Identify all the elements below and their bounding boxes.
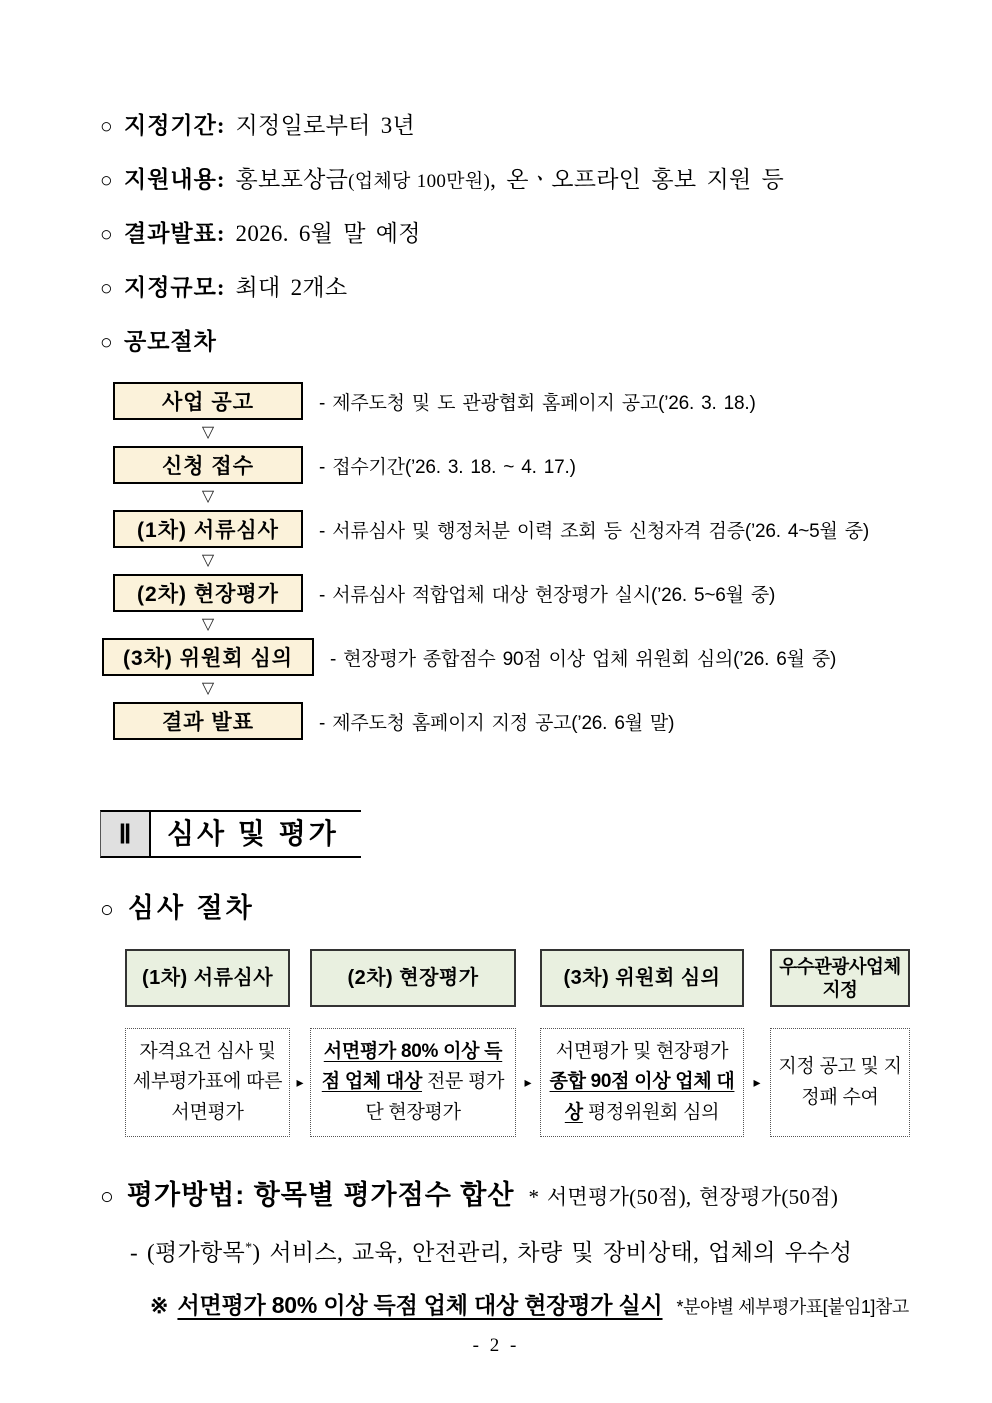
flow-step-box: (3차) 위원회 심의	[102, 638, 314, 676]
review-stage-body	[770, 1028, 910, 1137]
section-title: 심사 및 평가	[167, 818, 339, 849]
bullet-result-announcement	[100, 220, 992, 248]
review-stage-header: (3차) 위원회 심의	[540, 949, 744, 1007]
section-2-header	[100, 810, 361, 858]
circle-bullet-icon: ○	[100, 897, 114, 922]
flow-step-description: - 서류심사 및 행정처분 이력 조회 등 신청자격 검증(’26. 4~5월 중)	[319, 520, 870, 542]
body-text: 지정 공고 및 지정패 수여	[778, 1056, 902, 1108]
section-numeral: Ⅱ	[101, 812, 151, 856]
emphasized-text: 서면평가 80% 이상 득점 업체 대상	[321, 1041, 503, 1093]
circle-bullet-icon: ○	[100, 276, 113, 300]
body-text: 서면평가 및 현장평가	[555, 1041, 729, 1062]
evaluation-items-line	[100, 1234, 992, 1267]
review-stage-body	[125, 1028, 290, 1137]
grid-gap	[744, 949, 770, 1007]
circle-bullet-icon: ○	[100, 330, 113, 354]
flow-step-description: - 서류심사 적합업체 대상 현장평가 실시(’26. 5~6월 중)	[319, 584, 776, 606]
evaluation-method-section	[100, 1173, 992, 1320]
flow-step-description: - 제주도청 홈페이지 지정 공고(’26. 6월 말)	[319, 712, 675, 734]
flow-step-box: 신청 접수	[113, 446, 303, 484]
review-procedure-heading	[100, 886, 992, 925]
flow-step-announcement	[100, 382, 992, 420]
flow-step-committee-review	[100, 638, 992, 676]
application-process-flowchart	[100, 382, 992, 740]
heading-text: 심사 절차	[127, 893, 255, 923]
bullet-application-procedure	[100, 328, 992, 356]
flow-step-box: (2차) 현장평가	[113, 574, 303, 612]
flow-step-box: 결과 발표	[113, 702, 303, 740]
circle-bullet-icon: ○	[100, 168, 113, 192]
reference-note: *분야별 세부평가표[붙임1]참고	[676, 1297, 909, 1318]
bullet-label: 공모절차	[124, 329, 217, 354]
circle-bullet-icon: ○	[100, 114, 113, 138]
emphasized-text: 종합 90점 이상 업체 대상	[549, 1071, 735, 1123]
bullet-designation-scale	[100, 274, 992, 302]
bullet-label: 지원내용:	[124, 167, 226, 192]
page-number: - 2 -	[472, 1335, 520, 1356]
down-triangle-icon: ▽	[201, 424, 215, 441]
evaluation-title-line	[100, 1173, 992, 1212]
grid-gap	[516, 949, 540, 1007]
bullet-label: 지정규모:	[124, 275, 226, 300]
flow-step-description: - 제주도청 및 도 관광협회 홈페이지 공고(’26. 3. 18.)	[319, 392, 756, 414]
bullet-value-small: (업체당 100만원)	[348, 171, 491, 192]
bullet-support-content	[100, 166, 992, 194]
flow-step-field-evaluation	[100, 574, 992, 612]
right-arrow-icon: ▸	[753, 1074, 761, 1091]
review-stage-body	[310, 1028, 516, 1137]
evaluation-title: 평가방법: 항목별 평가점수 합산	[126, 1180, 515, 1211]
right-arrow-icon: ▸	[524, 1074, 532, 1091]
grid-gap	[290, 949, 310, 1007]
bullet-value: 지정일로부터 3년	[235, 113, 416, 138]
body-text: 전문 평가단 현장평가	[365, 1071, 505, 1123]
down-triangle-icon: ▽	[201, 552, 215, 569]
review-stage-header: 우수관광사업체 지정	[770, 949, 910, 1007]
bullet-value: 홍보포상금	[235, 167, 349, 192]
info-bullet-list	[100, 112, 992, 356]
body-text	[315, 1037, 511, 1128]
flow-step-application	[100, 446, 992, 484]
review-stage-header: (1차) 서류심사	[125, 949, 290, 1007]
body-text: 평정위원회 심의	[582, 1101, 720, 1123]
down-triangle-icon: ▽	[201, 616, 215, 633]
circle-bullet-icon: ○	[100, 1184, 114, 1210]
evaluation-score-note: * 서면평가(50점), 현장평가(50점)	[528, 1185, 839, 1210]
body-text	[545, 1037, 739, 1128]
down-triangle-icon: ▽	[201, 488, 215, 505]
bullet-value: , 온ㆍ오프라인 홍보 지원 등	[490, 167, 785, 192]
down-triangle-icon: ▽	[201, 680, 215, 697]
evaluation-reference-line	[100, 1287, 992, 1320]
flow-step-result	[100, 702, 992, 740]
flow-step-box: 사업 공고	[113, 382, 303, 420]
flow-step-document-review	[100, 510, 992, 548]
reference-mark: ※	[150, 1293, 169, 1319]
dash-marker: -	[130, 1240, 138, 1266]
items-text: ) 서비스, 교육, 안전관리, 차량 및 장비상태, 업체의 우수성	[252, 1240, 853, 1266]
bullet-value: 2026. 6월 말 예정	[235, 221, 421, 246]
bullet-value: 최대 2개소	[235, 275, 348, 300]
circle-bullet-icon: ○	[100, 222, 113, 246]
flow-step-description: - 현장평가 종합점수 90점 이상 업체 위원회 심의(’26. 6월 중)	[330, 648, 837, 670]
bullet-designation-period	[100, 112, 992, 140]
items-text: (평가항목	[137, 1240, 246, 1266]
review-stage-header: (2차) 현장평가	[310, 949, 516, 1007]
review-stage-body	[540, 1028, 744, 1137]
bullet-label: 지정기간:	[124, 113, 226, 138]
flow-step-description: - 접수기간(’26. 3. 18. ~ 4. 17.)	[319, 456, 576, 478]
body-text: 자격요건 심사 및 세부평가표에 따른 서면평가	[132, 1041, 283, 1123]
flow-step-box: (1차) 서류심사	[113, 510, 303, 548]
bullet-label: 결과발표:	[124, 221, 226, 246]
reference-text: 서면평가 80% 이상 득점 업체 대상 현장평가 실시	[177, 1292, 663, 1319]
review-procedure-diagram	[125, 949, 992, 1137]
asterisk-superscript: *	[245, 1240, 253, 1256]
right-arrow-icon: ▸	[296, 1074, 304, 1091]
